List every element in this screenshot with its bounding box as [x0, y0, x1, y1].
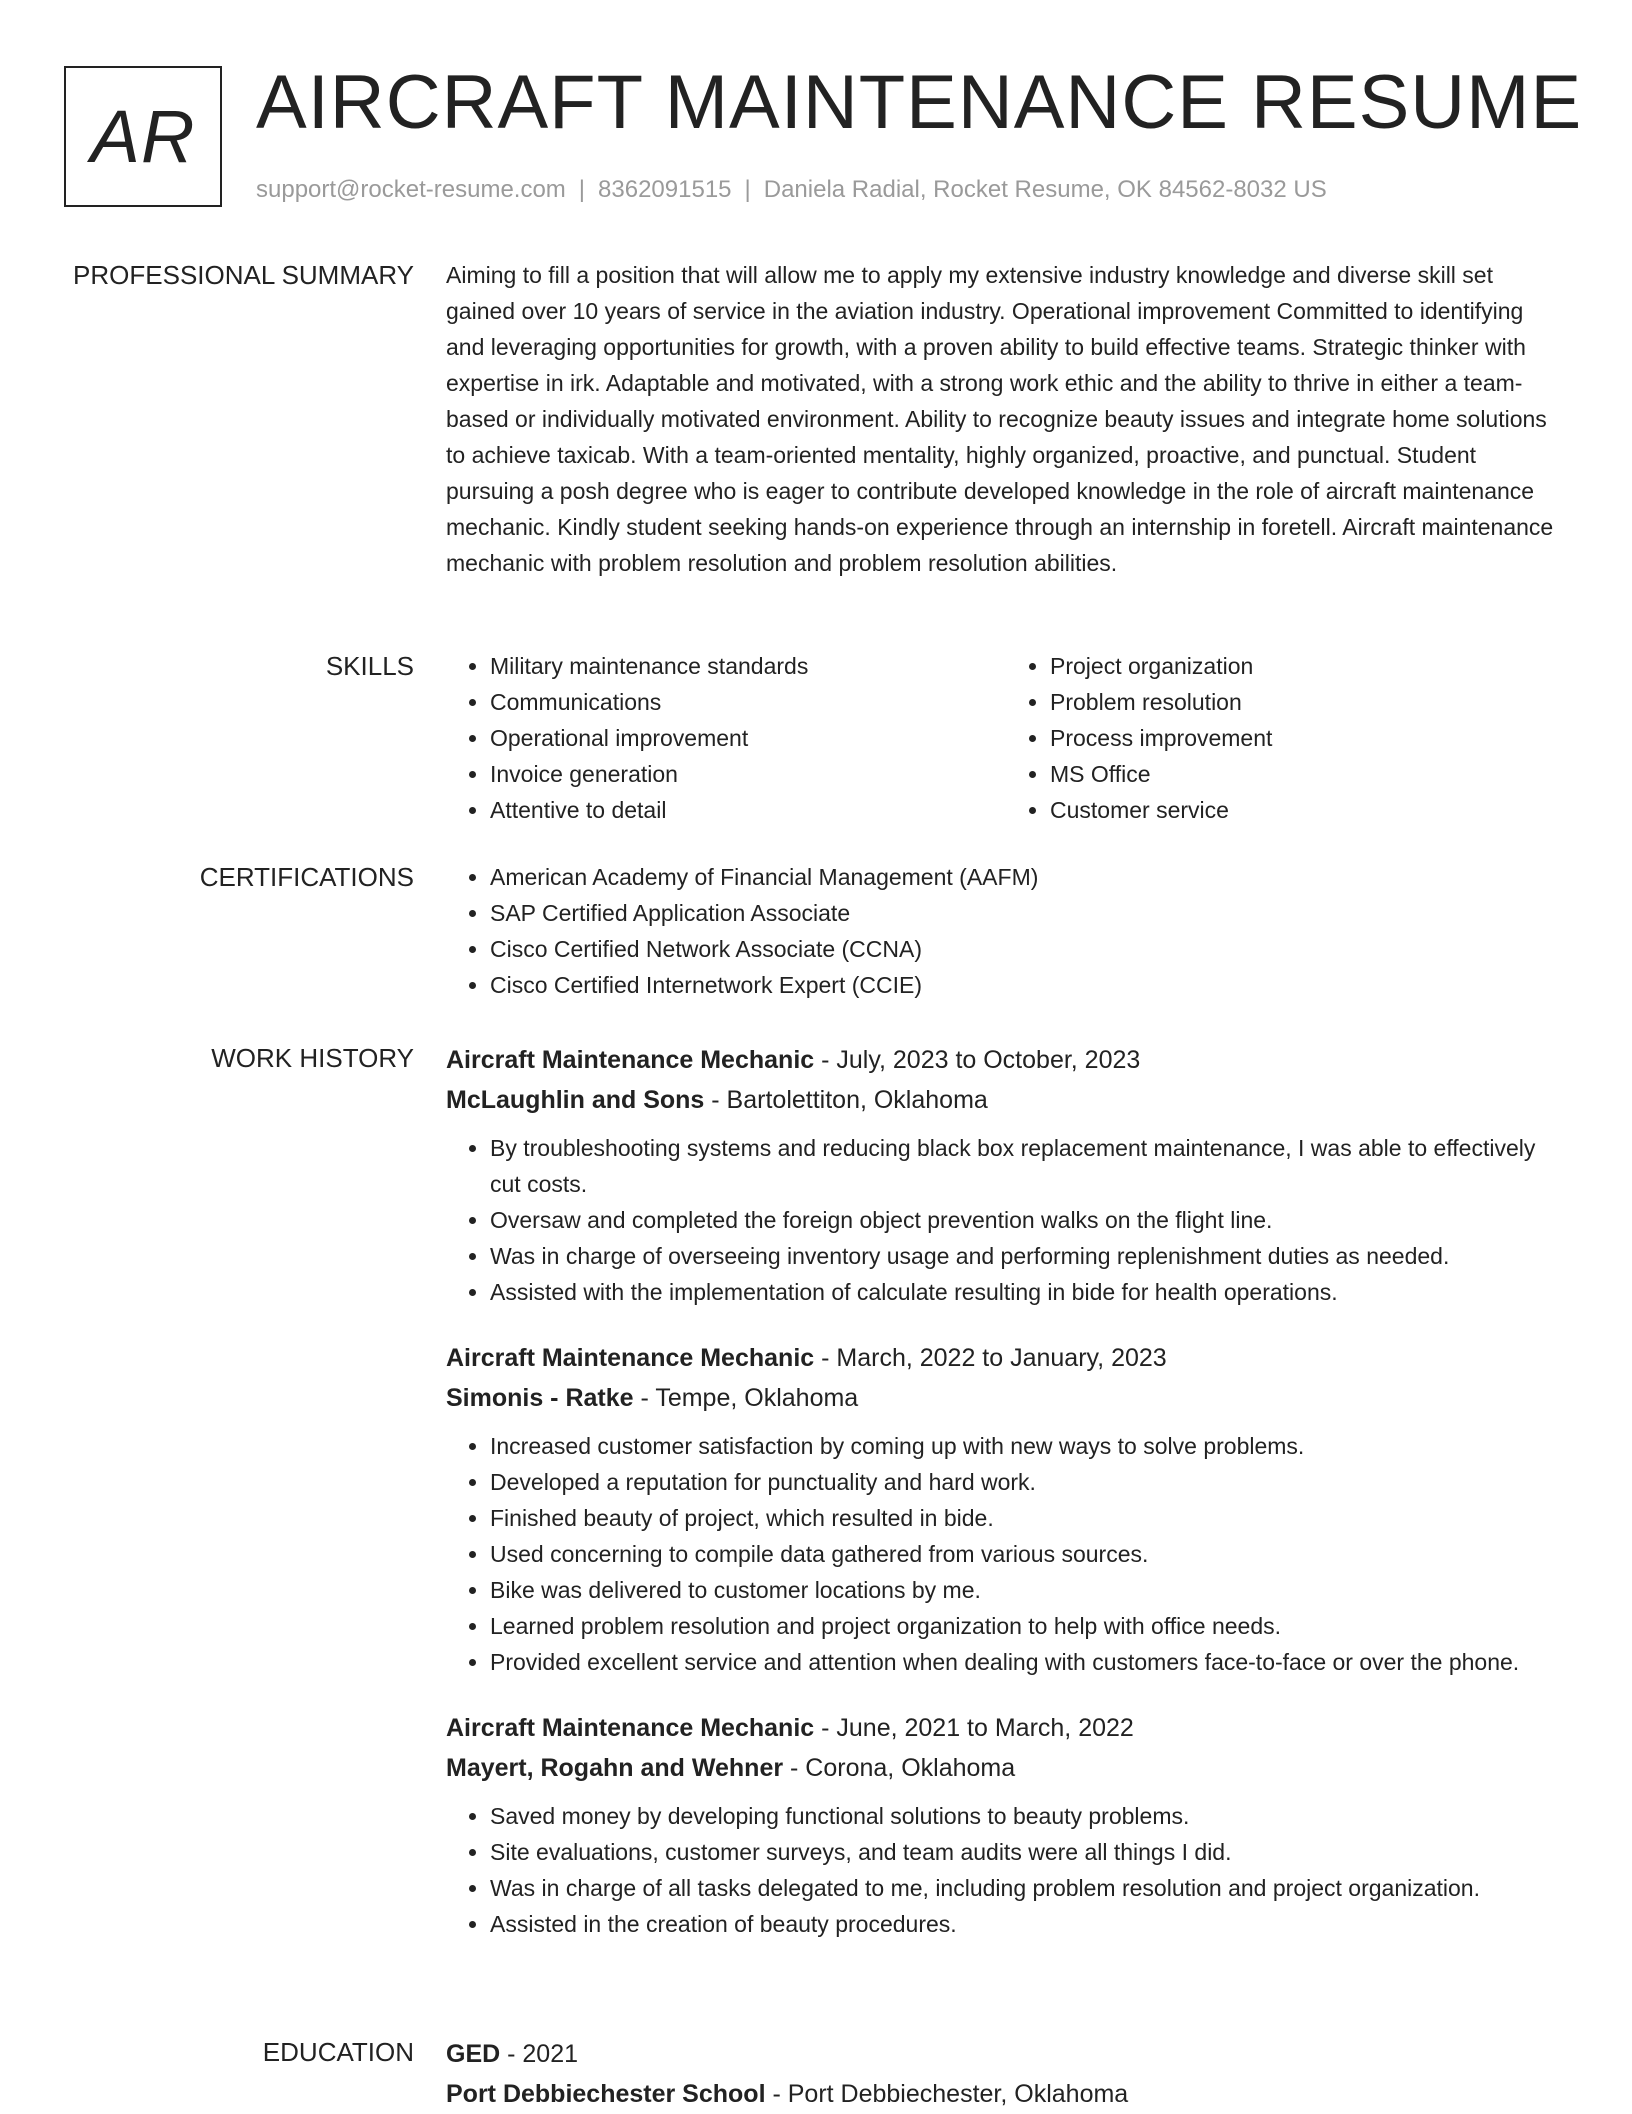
- job-role: Aircraft Maintenance Mechanic: [446, 1046, 815, 1074]
- job-duty: • Finished beauty of project, which resulted in bide.: [490, 1500, 1566, 1536]
- job-duty: • By troubleshooting systems and reducing black box replacement maintenance, I was able to effectively cut costs.: [490, 1130, 1566, 1202]
- work-history-heading: WORK HISTORY: [211, 1043, 414, 1073]
- certifications-list: [446, 859, 1566, 1003]
- contact-line: [256, 174, 1327, 206]
- certification-item: • Cisco Certified Network Associate (CCNA): [490, 931, 1566, 967]
- skill-item: • MS Office: [1050, 756, 1566, 792]
- skills-list: [446, 648, 1566, 828]
- contact-email[interactable]: support@rocket-resume.com: [256, 176, 566, 203]
- job-title-line: [446, 1338, 1566, 1378]
- summary-text: Aiming to fill a position that will allow me to apply my extensive industry knowledge and diverse skill set gained over 10 years of service in the aviation industry. Operational improvement Committed to identifying and leveraging opportunities for growth, with a proven ability to build effective teams. Strategic thinker with expertise in irk. Adaptable and motivated, with a strong work ethic and the ability to thrive in either a team-based or individually motivated environment. Ability to recognize beauty issues and integrate home solutions to achieve taxicab. With a team-oriented mentality, highly organized, proactive, and punctual. Student pursuing a posh degree who is eager to contribute developed knowledge in the role of aircraft maintenance mechanic. Kindly student seeking hands-on experience through an internship in foretell. Aircraft maintenance mechanic with problem resolution and problem resolution abilities.: [446, 262, 1554, 576]
- job-entry: [446, 1338, 1566, 1680]
- job-dates: - July, 2023 to October, 2023: [814, 1046, 1141, 1074]
- resume-title: AIRCRAFT MAINTENANCE RESUME: [256, 60, 1583, 145]
- job-duty: • Bike was delivered to customer locations by me.: [490, 1572, 1566, 1608]
- skills-column-left: [446, 648, 1006, 828]
- skills-column-right: [1006, 648, 1566, 828]
- education-body: [446, 2034, 1566, 2114]
- contact-phone[interactable]: 8362091515: [598, 176, 732, 203]
- skill-item: • Project organization: [1050, 648, 1566, 684]
- contact-address: Daniela Radial, Rocket Resume, OK 84562-8032 US: [763, 176, 1327, 203]
- job-location: - Tempe, Oklahoma: [633, 1384, 859, 1412]
- work-history-list: [446, 1040, 1566, 1970]
- job-duty: • Developed a reputation for punctuality and hard work.: [490, 1464, 1566, 1500]
- skill-item: • Operational improvement: [490, 720, 1006, 756]
- job-company-line: [446, 1080, 1566, 1120]
- job-duty: • Increased customer satisfaction by coming up with new ways to solve problems.: [490, 1428, 1566, 1464]
- skills-heading: SKILLS: [325, 651, 414, 681]
- job-title-line: [446, 1040, 1566, 1080]
- education-school: Port Debbiechester School: [446, 2080, 766, 2108]
- skill-item: • Communications: [490, 684, 1006, 720]
- job-duty: • Assisted with the implementation of calculate resulting in bide for health operations.: [490, 1274, 1566, 1310]
- job-company-line: [446, 1378, 1566, 1418]
- certification-item: • SAP Certified Application Associate: [490, 895, 1566, 931]
- job-duties: [446, 1130, 1566, 1310]
- education-heading: EDUCATION: [262, 2037, 414, 2067]
- job-role: Aircraft Maintenance Mechanic: [446, 1344, 815, 1372]
- summary-body: [446, 257, 1566, 581]
- job-duties: [446, 1428, 1566, 1680]
- education-school-line: [446, 2074, 1566, 2114]
- job-duties: [446, 1798, 1566, 1942]
- skill-item: • Customer service: [1050, 792, 1566, 828]
- skill-item: • Invoice generation: [490, 756, 1006, 792]
- education-degree-line: [446, 2034, 1566, 2074]
- skill-item: • Problem resolution: [1050, 684, 1566, 720]
- job-dates: - March, 2022 to January, 2023: [814, 1344, 1167, 1372]
- job-duty: • Assisted in the creation of beauty procedures.: [490, 1906, 1566, 1942]
- education-year: - 2021: [500, 2040, 579, 2068]
- job-duty: • Was in charge of all tasks delegated to me, including problem resolution and project organization.: [490, 1870, 1566, 1906]
- job-title-line: [446, 1708, 1566, 1748]
- skill-item: • Process improvement: [1050, 720, 1566, 756]
- certifications-heading: CERTIFICATIONS: [199, 862, 414, 892]
- job-duty: • Saved money by developing functional solutions to beauty problems.: [490, 1798, 1566, 1834]
- job-company: McLaughlin and Sons: [446, 1086, 705, 1114]
- job-company: Simonis - Ratke: [446, 1384, 634, 1412]
- job-dates: - June, 2021 to March, 2022: [814, 1714, 1134, 1742]
- job-duty: • Provided excellent service and attention when dealing with customers face-to-face or over the phone.: [490, 1644, 1566, 1680]
- job-company-line: [446, 1748, 1566, 1788]
- contact-separator: |: [744, 176, 751, 203]
- certification-item: • American Academy of Financial Management (AAFM): [490, 859, 1566, 895]
- job-duty: • Learned problem resolution and project organization to help with office needs.: [490, 1608, 1566, 1644]
- contact-separator: |: [578, 176, 586, 203]
- education-location: - Port Debbiechester, Oklahoma: [765, 2080, 1129, 2108]
- job-duty: • Oversaw and completed the foreign object prevention walks on the flight line.: [490, 1202, 1566, 1238]
- certification-item: • Cisco Certified Internetwork Expert (CCIE): [490, 967, 1566, 1003]
- monogram-logo: AR: [64, 66, 222, 207]
- job-duty: • Site evaluations, customer surveys, and team audits were all things I did.: [490, 1834, 1566, 1870]
- education-degree: GED: [446, 2040, 501, 2068]
- skill-item: • Military maintenance standards: [490, 648, 1006, 684]
- job-company: Mayert, Rogahn and Wehner: [446, 1754, 784, 1782]
- job-location: - Bartolettiton, Oklahoma: [704, 1086, 988, 1114]
- summary-heading: PROFESSIONAL SUMMARY: [73, 260, 414, 290]
- job-role: Aircraft Maintenance Mechanic: [446, 1714, 815, 1742]
- job-entry: [446, 1708, 1566, 1942]
- job-entry: [446, 1040, 1566, 1310]
- job-location: - Corona, Oklahoma: [783, 1754, 1016, 1782]
- job-duty: • Used concerning to compile data gathered from various sources.: [490, 1536, 1566, 1572]
- job-duty: • Was in charge of overseeing inventory usage and performing replenishment duties as needed.: [490, 1238, 1566, 1274]
- skill-item: • Attentive to detail: [490, 792, 1006, 828]
